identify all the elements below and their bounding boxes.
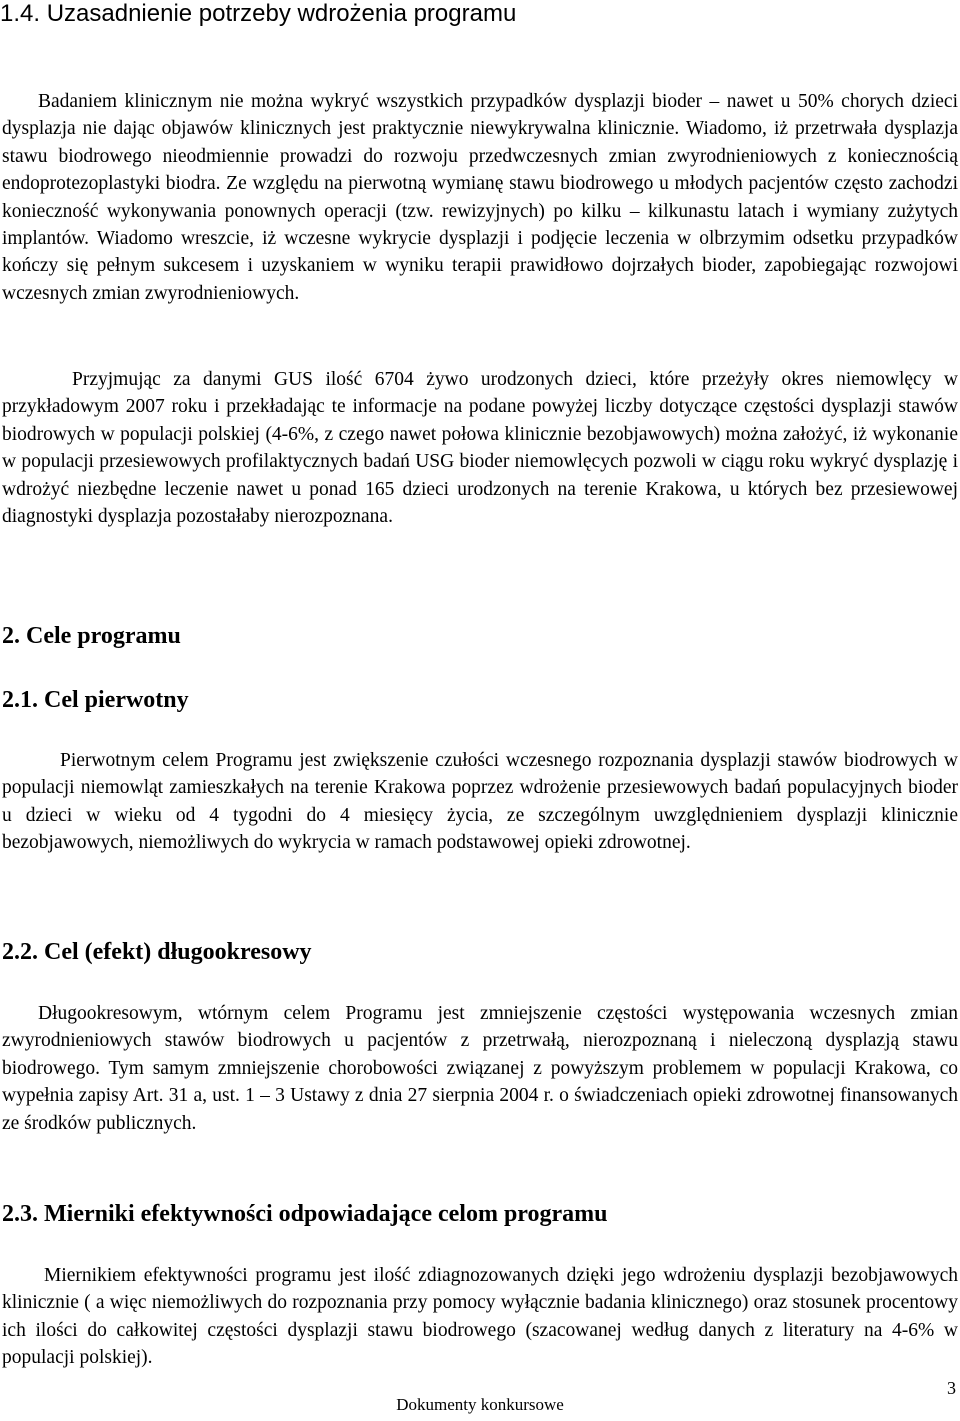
paragraph-2-2: Długookresowym, wtórnym celem Programu jest zmniejszenie częstości występowania wczesnych zmian zwyrodnieniowych stawów biodrowych u pacjentów z przetrwałą, nierozpoznaną i nieleczoną dysplazją stawu biodrowego. Tym samym zmniejszenie chorobowości związanej z powyższym problemem w populacji Krakowa, co wypełnia zapisy Art. 31 a, ust. 1 – 3 Ustawy z dnia 27 sierpnia 2004 r. o świadczeniach opieki zdrowotnej finansowanych ze środków publicznych.	[2, 1003, 958, 1134]
section-heading-1-4: 1.4. Uzasadnienie potrzeby wdrożenia programu	[0, 0, 517, 27]
paragraph-2-1: Pierwotnym celem Programu jest zwiększenie czułości wczesnego rozpoznania dysplazji stawów biodrowych w populacji niemowląt zamieszkałych na terenie Krakowa poprzez wdrożenie przesiewowych badań populacyjnych bioder u dzieci w wieku od 4 tygodni do 4 miesięcy życia, ze szczególnym uwzględnieniem dysplazji klinicznie bezobjawowych, niemożliwych do wykrycia w ramach podstawowej opieki zdrowotnej.	[2, 750, 958, 854]
paragraph-1-4-a: Badaniem klinicznym nie można wykryć wszystkich przypadków dysplazji bioder – nawet u 50% chorych dzieci dysplazja nie dając objawów klinicznych jest praktycznie niewykrywalna klinicznie. Wiadomo, iż przetrwała dysplazja stawu biodrowego nieodmiennie prowadzi do rozwoju przedwczesnych zmian zwyrodnieniowych z koniecznością endoprotezoplastyki biodra. Ze względu na pierwotną wymianę stawu biodrowego u młodych pacjentów często zachodzi konieczność wykonywania ponownych operacji (tzw. rewizyjnych) po kilku – kilkunastu latach i wymiany zużytych implantów. Wiadomo wreszcie, iż wczesne wykrycie dysplazji i podjęcie leczenia w olbrzymim odsetku przypadków kończy się pełnym sukcesem i uzyskaniem w wyniku terapii prawidłowo dojrzałych bioder, zapobiegając rozwojowi wczesnych zmian zwyrodnieniowych.	[2, 91, 958, 304]
section-heading-2: 2. Cele programu	[2, 623, 181, 649]
section-heading-2-3: 2.3. Mierniki efektywności odpowiadające celom programu	[2, 1201, 608, 1227]
page-footer: Dokumenty konkursowe	[396, 1395, 564, 1414]
paragraph-2-3: Miernikiem efektywności programu jest ilość zdiagnozowanych dzięki jego wdrożeniu dysplazji bezobjawowych klinicznie ( a więc niemożliwych do rozpoznania przy pomocy wyłącznie badania klinicznego) oraz stosunek procentowy ich ilości do całkowitej częstości dysplazji stawu biodrowego (szacowanej według danych z literatury na 4-6% w populacji polskiej).	[2, 1265, 958, 1369]
section-heading-2-1: 2.1. Cel pierwotny	[2, 687, 189, 713]
paragraph-1-4-b: Przyjmując za danymi GUS ilość 6704 żywo urodzonych dzieci, które przeżyły okres niemowlęcy w przykładowym 2007 roku i przekładając te informacje na podane powyżej liczby dotyczące częstości dysplazji stawów biodrowych w populacji polskiej (4-6%, z czego nawet połowa klinicznie bezobjawowych) można założyć, iż wykonanie w populacji przesiewowych profilaktycznych badań USG bioder niemowlęcych pozwoli w ciągu roku wykryć dysplazję i wdrożyć niezbędne leczenie nawet u ponad 165 dzieci urodzonych na terenie Krakowa, u których bez przesiewowej diagnostyki dysplazja pozostałaby nierozpoznana.	[2, 369, 958, 528]
page-number: 3	[947, 1378, 956, 1398]
section-heading-2-2: 2.2. Cel (efekt) długookresowy	[2, 939, 312, 965]
